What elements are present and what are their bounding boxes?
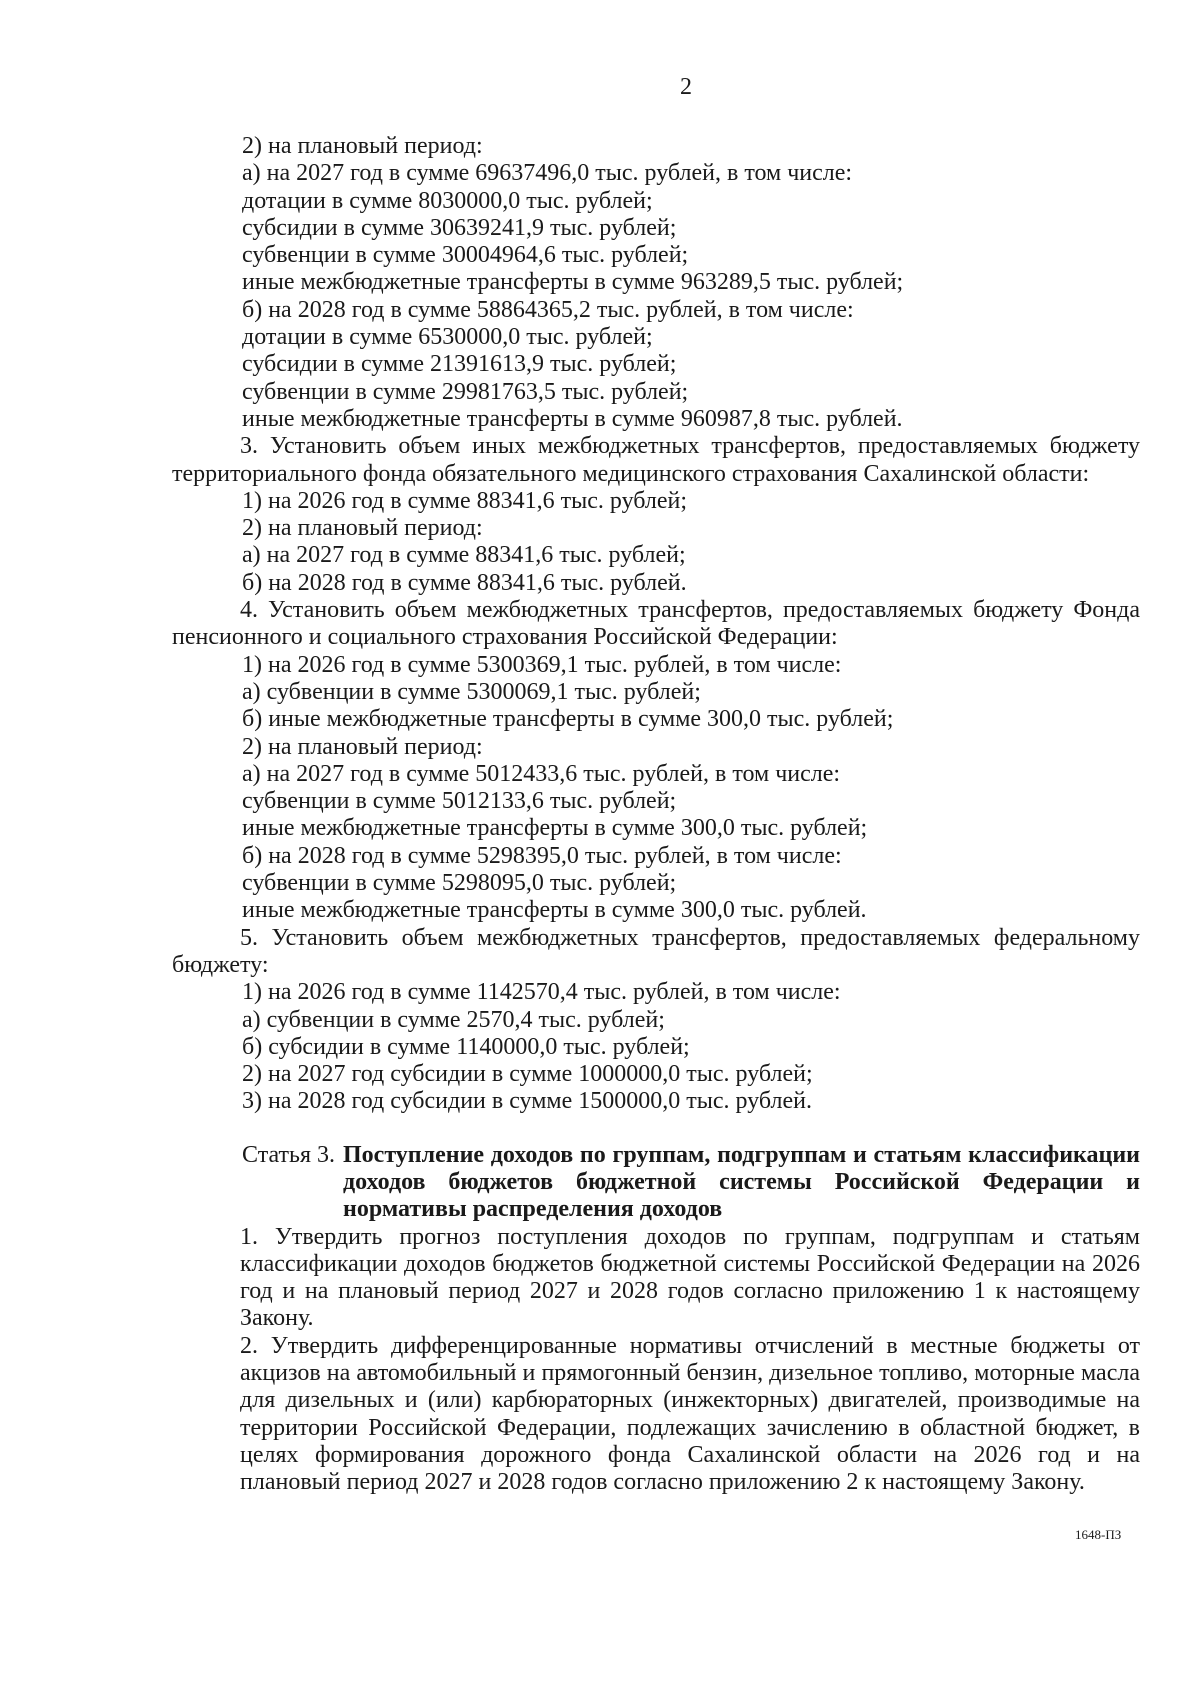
document-body (172, 133, 1140, 1497)
list-line: 2) на 2027 год субсидии в сумме 1000000,0 тыс. рублей; (242, 1061, 813, 1088)
list-line: иные межбюджетные трансферты в сумме 300,0 тыс. рублей; (242, 815, 868, 842)
list-line: б) на 2028 год в сумме 5298395,0 тыс. рублей, в том числе: (242, 842, 842, 869)
article-number: Статья 3. (242, 1141, 335, 1168)
article-title (242, 1142, 1140, 1224)
item-3-section (172, 433, 1140, 597)
list-line: субсидии в сумме 21391613,9 тыс. рублей; (242, 351, 677, 378)
article-3-heading (172, 1142, 1140, 1224)
list-line: 1) на 2026 год в сумме 5300369,1 тыс. рублей, в том числе: (242, 651, 842, 678)
list-line: субсидии в сумме 30639241,9 тыс. рублей; (242, 214, 677, 241)
page-number: 2 (680, 74, 692, 100)
list-line: дотации в сумме 8030000,0 тыс. рублей; (242, 187, 653, 214)
item-3-continuation: территориального фонда обязательного медицинского страхования Сахалинской области: (172, 460, 1090, 487)
list-line: 2) на плановый период: (242, 133, 483, 159)
list-line: иные межбюджетные трансферты в сумме 960987,8 тыс. рублей. (242, 405, 903, 432)
list-line: иные межбюджетные трансферты в сумме 300,0 тыс. рублей. (242, 897, 867, 924)
article-title-line: Поступление доходов по группам, подгруппам и статьям классификации (343, 1141, 1140, 1168)
list-line: б) на 2028 год в сумме 88341,6 тыс. рублей. (242, 569, 687, 596)
list-line: субвенции в сумме 5012133,6 тыс. рублей; (242, 788, 677, 815)
list-line: иные межбюджетные трансферты в сумме 963289,5 тыс. рублей; (242, 269, 904, 296)
list-line: б) иные межбюджетные трансферты в сумме 300,0 тыс. рублей; (242, 706, 894, 733)
article-title-line: доходов бюджетов бюджетной системы Российской Федерации и (343, 1168, 1140, 1195)
list-line: 2) на плановый период: (242, 733, 483, 760)
item-4-continuation: пенсионного и социального страхования Российской Федерации: (172, 624, 838, 651)
article-3-paragraph-1: 1. Утвердить прогноз поступления доходов по группам, подгруппам и статьям классификации доходов бюджетов бюджетной системы Российской Федерации на 2026 год и на плановый период 2027 и 2028 годов согласно приложению 1 к настоящему Закону. (240, 1223, 1140, 1332)
list-line: б) субсидии в сумме 1140000,0 тыс. рублей; (242, 1033, 690, 1060)
item-5-continuation: бюджету: (172, 951, 269, 978)
list-line: а) на 2027 год в сумме 5012433,6 тыс. рублей, в том числе: (242, 760, 841, 787)
list-line: субвенции в сумме 30004964,6 тыс. рублей; (242, 242, 689, 269)
list-line: дотации в сумме 6530000,0 тыс. рублей; (242, 324, 653, 351)
item-3-first-line: 3. Установить объем иных межбюджетных трансфертов, предоставляемых бюджету (240, 433, 1140, 460)
item-4-section (172, 597, 1140, 925)
item-4-first-line: 4. Установить объем межбюджетных трансфертов, предоставляемых бюджету Фонда (240, 597, 1140, 624)
planned-period-list (172, 133, 1140, 433)
list-line: 1) на 2026 год в сумме 88341,6 тыс. рублей; (242, 487, 688, 514)
article-title-line: нормативы распределения доходов (343, 1196, 723, 1223)
section-gap (172, 1116, 1140, 1142)
list-line: а) на 2027 год в сумме 88341,6 тыс. рублей; (242, 542, 686, 569)
list-line: 1) на 2026 год в сумме 1142570,4 тыс. рублей, в том числе: (242, 979, 841, 1006)
article-3-paragraph-2: 2. Утвердить дифференцированные нормативы отчислений в местные бюджеты от акцизов на автомобильный и прямогонный бензин, дизельное топливо, моторные масла для дизельных и (или) карбюраторных (инжекторных) двигателей, производимые на территории Российской Федерации, подлежащих зачислению в областной бюджет, в целях формирования дорожного фонда Сахалинской области на 2026 год и на плановый период 2027 и 2028 годов согласно приложению 2 к настоящему Закону. (240, 1332, 1140, 1496)
list-line: 2) на плановый период: (242, 515, 483, 542)
item-5-section (172, 925, 1140, 1116)
list-line: а) субвенции в сумме 2570,4 тыс. рублей; (242, 1006, 665, 1033)
list-line: б) на 2028 год в сумме 58864365,2 тыс. рублей, в том числе: (242, 296, 854, 323)
list-line: субвенции в сумме 29981763,5 тыс. рублей; (242, 378, 689, 405)
list-line: субвенции в сумме 5298095,0 тыс. рублей; (242, 870, 677, 897)
list-line: а) на 2027 год в сумме 69637496,0 тыс. рублей, в том числе: (242, 160, 853, 187)
document-code: 1648-ПЗ (1075, 1527, 1122, 1542)
list-line: 3) на 2028 год субсидии в сумме 1500000,0 тыс. рублей. (242, 1088, 812, 1115)
item-5-first-line: 5. Установить объем межбюджетных трансфертов, предоставляемых федеральному (240, 924, 1140, 951)
list-line: а) субвенции в сумме 5300069,1 тыс. рублей; (242, 678, 701, 705)
